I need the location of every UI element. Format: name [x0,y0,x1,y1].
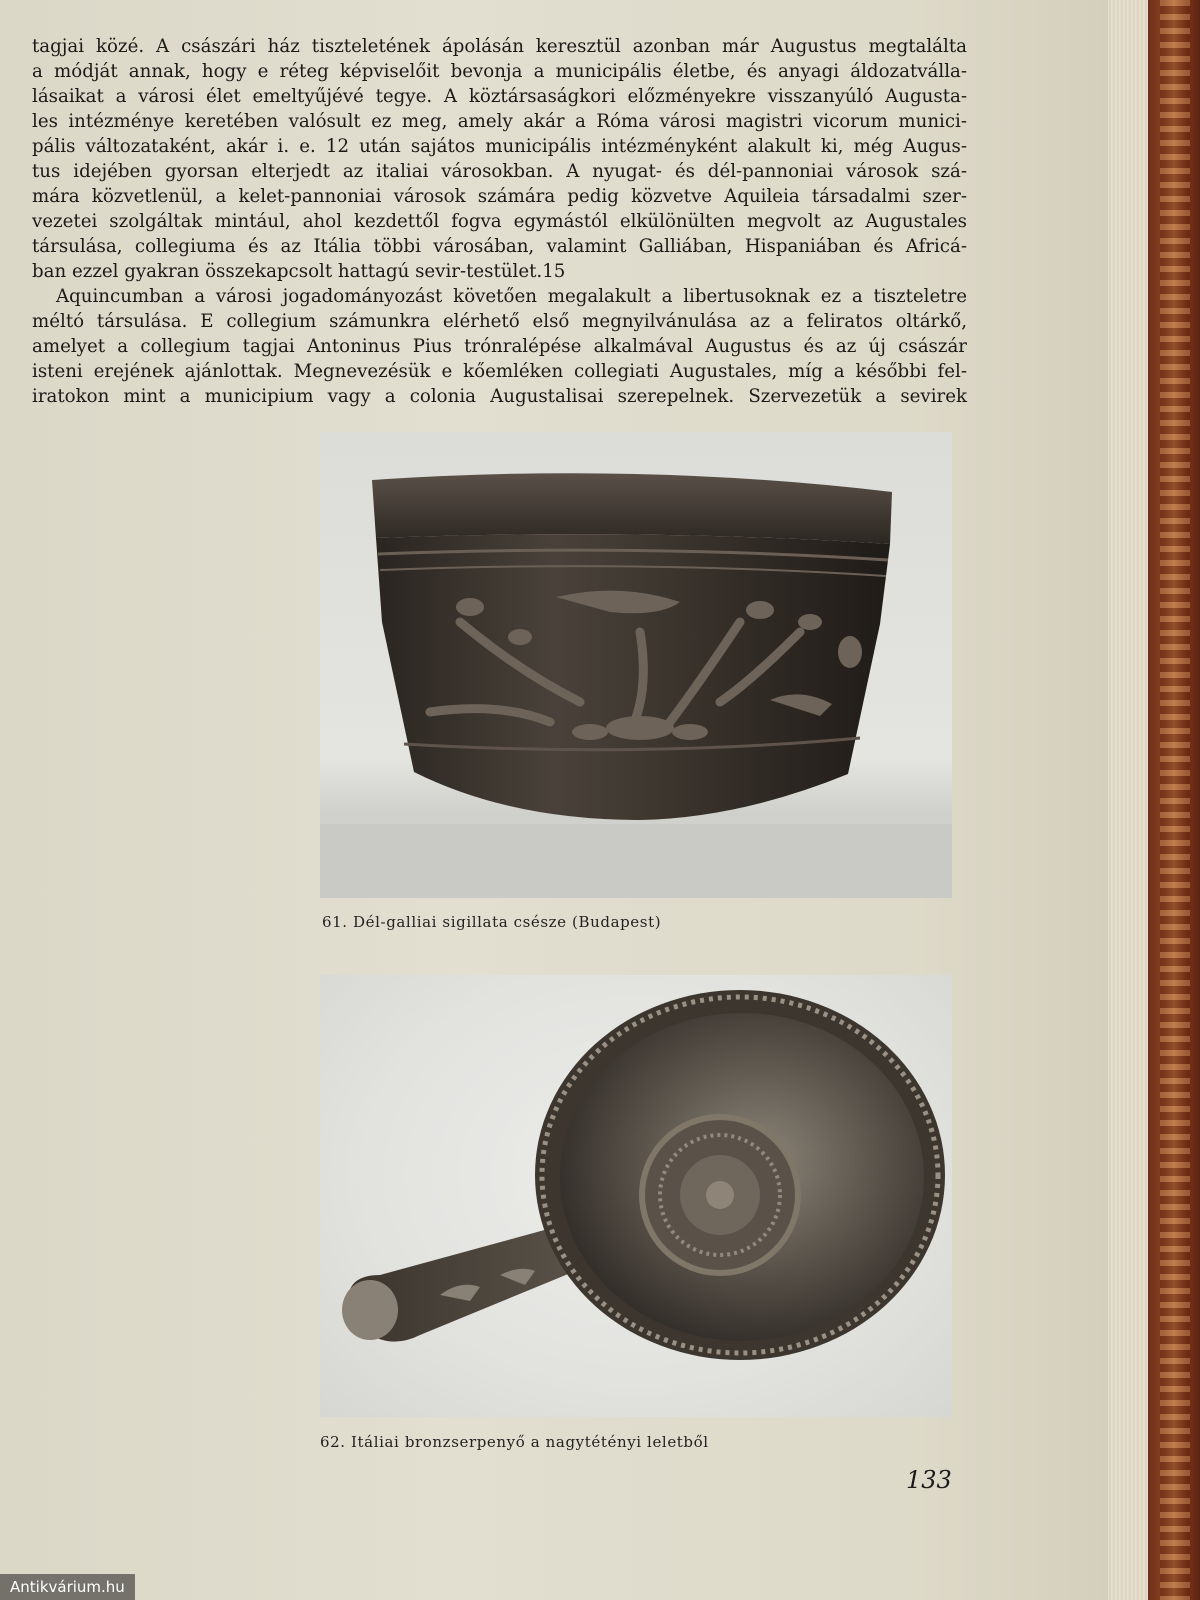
text-line: iratokon mint a municipium vagy a colonia Augustalisai szerepelnek. Szervezetük a sevirek [32,386,967,407]
body-text [32,34,967,409]
watermark: Antikvárium.hu [0,1574,135,1600]
text-line: les intézménye keretében valósult ez meg, amely akár a Róma városi magistri vicorum munici- [32,111,967,132]
page-number: 133 [906,1466,952,1494]
text-line: ban ezzel gyakran összekapcsolt hattagú sevir-testület.15 [32,261,566,282]
text-line: amelyet a collegium tagjai Antoninus Pius trónralépése alkalmával Augustus és az új császár [32,336,967,357]
text-line: pális változataként, akár i. e. 12 után sajátos municipális intézményként alakult ki, még Augus- [32,136,967,157]
bronze-pan-image [320,975,952,1417]
text-line: társulása, collegiuma és az Itália többi városában, valamint Galliában, Hispaniában és Africá- [32,236,967,257]
text-line: vezetei szolgáltak mintául, ahol kezdettől fogva egymástól elkülönülten megvolt az Augustales [32,211,967,232]
sigillata-bowl-image [320,432,952,898]
text-line: tagjai közé. A császári ház tiszteletének ápolásán keresztül azonban már Augustus megtalálta [32,36,967,57]
page-edges [1108,0,1148,1600]
figure-62-photo [320,975,952,1417]
text-line: mára közvetlenül, a kelet-pannoniai városok számára pedig közvetve Aquileia társadalmi szer- [32,186,967,207]
figure-61-photo [320,432,952,898]
figure-62-caption: 62. Itáliai bronzserpenyő a nagytétényi leletből [320,1433,709,1451]
text-line: isteni erejének ajánlottak. Megnevezésük e kőemléken collegiati Augustales, míg a későbbi fel- [32,361,967,382]
text-line: Aquincumban a városi jogadományozást követően megalakult a libertusoknak ez a tiszteletre [56,286,967,307]
figure-61-caption: 61. Dél-galliai sigillata csésze (Budapest) [322,913,662,931]
text-line: tus idejében gyorsan elterjedt az italiai városokban. A nyugat- és dél-pannoniai városok szá- [32,161,967,182]
text-line: lásaikat a városi élet emeltyűjévé tegye. A köztársaságkori előzményekre visszanyúló Augusta- [32,86,967,107]
text-line: a módját annak, hogy e réteg képviselőit bevonja a municipális életbe, és anyagi áldozatválla- [32,61,967,82]
text-line: méltó társulása. E collegium számunkra elérhető első megnyilvánulása az a feliratos oltárkő, [32,311,967,332]
book-cover-pattern [1160,0,1190,1600]
